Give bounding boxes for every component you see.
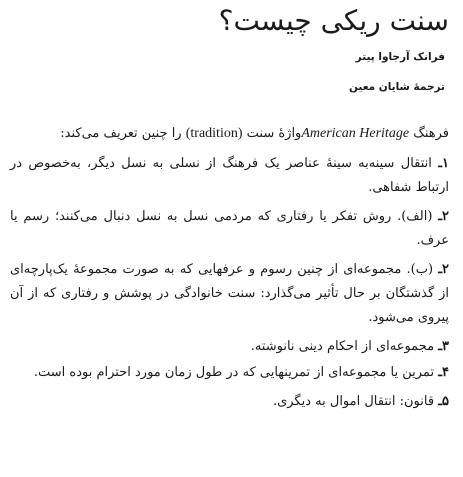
- article-title: سنت ریکی چیست؟: [218, 4, 449, 37]
- intro-paragraph: [10, 122, 449, 146]
- definition-number: ۵ـ: [438, 394, 449, 409]
- definition-text: انتقال سینه‌به سینهٔ عناصر یک فرهنگ از نسلی به نسل دیگر، به‌خصوص در ارتباط شفاهی.: [10, 156, 449, 195]
- definition-list: [10, 152, 449, 414]
- definition-text: (ب). مجموعه‌ای از چنین رسوم و عرفهایی که به صورت مجموعهٔ یک‌پارچه‌ای از گذشتگان بر حال تأثیر می‌گذارد: سنت خانوادگی در پوشش و رفتاری که از آن پیروی می‌شود.: [10, 262, 449, 325]
- definition-text: (الف). روش تفکر یا رفتاری که مردمی نسل به نسل دنبال می‌کنند؛ رسم یا عرف.: [10, 209, 449, 248]
- definition-item: [10, 335, 449, 359]
- definition-number: ۳ـ: [438, 339, 449, 354]
- intro-prefix: فرهنگ: [413, 126, 449, 141]
- definition-item: [10, 361, 449, 385]
- definition-text: مجموعه‌ای از احکام دینی نانوشته.: [250, 339, 435, 354]
- intro-middle: واژهٔ سنت: [246, 126, 302, 141]
- definition-number: ۲ـ: [438, 262, 450, 277]
- definition-number: ۱ـ: [438, 156, 449, 171]
- definition-item: [10, 205, 449, 253]
- definition-number: ۲ـ: [438, 209, 449, 224]
- article-body: [10, 122, 449, 419]
- definition-text: تمرین یا مجموعه‌ای از تمرینهایی که در طول زمان مورد احترام بوده است.: [33, 365, 435, 380]
- definition-item: [10, 390, 449, 414]
- translator-credit: ترجمهٔ شایان معین: [348, 81, 445, 93]
- author-name: فرانک آرجاوا پیتر: [355, 51, 445, 63]
- definition-item: [10, 152, 449, 200]
- definition-item: [10, 258, 449, 330]
- dictionary-name: American Heritage: [301, 126, 410, 141]
- english-term: (tradition): [185, 126, 243, 141]
- intro-suffix: را چنین تعریف می‌کند:: [60, 126, 182, 141]
- definition-text: قانون: انتقال اموال به دیگری.: [272, 394, 435, 409]
- definition-number: ۴ـ: [438, 365, 449, 380]
